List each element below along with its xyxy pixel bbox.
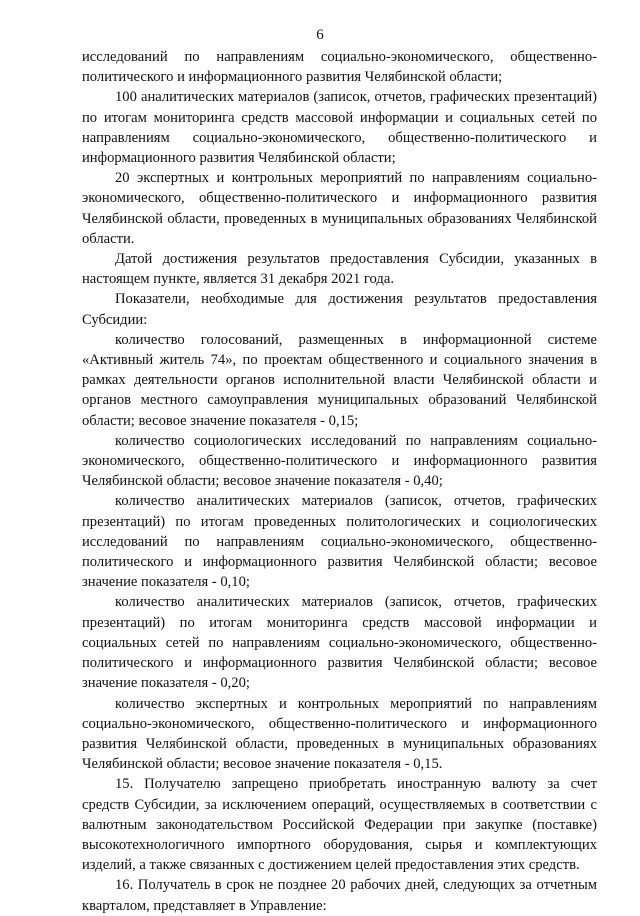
paragraph-indicator-votes: количество голосований, размещенных в информационной системе «Активный житель 74», по проектам общественного и социального значения в рамках деятельности органов исполнительной власти Челябинской области и органов местного самоуправления муниципальных образований Челябинской области; весовое значение показателя - 0,15;: [82, 331, 597, 429]
paragraph-expert-events: 20 экспертных и контрольных мероприятий по направлениям социально-экономического, общественно-политического и информационного развития Челябинской области, проведенных в муниципальных образованиях Челябинской области.: [82, 170, 597, 247]
paragraph-item-15: 15. Получателю запрещено приобретать иностранную валюту за счет средств Субсидии, за исключением операций, осуществляемых в соответствии с валютным законодательством Российской Федерации при закупке (поставке) высокотехнологичного импортного оборудования, сырья и комплектующих изделий, а также связанных с достижением целей предоставления этих средств.: [82, 776, 597, 874]
paragraph-indicator-media-analytics: количество аналитических материалов (записок, отчетов, графических презентаций) по итогам мониторинга средств массовой информации и социальных сетей по направлениям социально-экономического, общественно-политического и информационного развития Челябинской области; весовое значение показателя - 0,20;: [82, 594, 597, 692]
page-number: 6: [316, 27, 324, 43]
paragraph-indicator-sociological: количество социологических исследований по направлениям социально-экономического, общественно-политического и информационного развития Челябинской области; весовое значение показателя - 0,40;: [82, 432, 597, 490]
document-body: [82, 47, 597, 916]
paragraph-result-date: Датой достижения результатов предоставления Субсидии, указанных в настоящем пункте, является 31 декабря 2021 года.: [82, 251, 597, 288]
paragraph-item-16: 16. Получатель в срок не позднее 20 рабочих дней, следующих за отчетным кварталом, представляет в Управление:: [82, 877, 597, 914]
paragraph-indicators-intro: Показатели, необходимые для достижения результатов предоставления Субсидии:: [82, 291, 597, 328]
paragraph-indicator-political-analytics: количество аналитических материалов (записок, отчетов, графических презентаций) по итогам проведенных политологических и социологических исследований по направлениям социально-экономического, общественно-политического и информационного развития Челябинской области; весовое значение показателя - 0,10;: [82, 493, 597, 591]
paragraph-indicator-expert-events: количество экспертных и контрольных мероприятий по направлениям социально-экономического, общественно-политического и информационного развития Челябинской области, проведенных в муниципальных образованиях Челябинской области; весовое значение показателя - 0,15.: [82, 695, 597, 773]
paragraph-analytic-materials: 100 аналитических материалов (записок, отчетов, графических презентаций) по итогам мониторинга средств массовой информации и социальных сетей по направлениям социально-экономического, общественно-политического и информационного развития Челябинской области;: [82, 89, 597, 167]
paragraph-continuation: исследований по направлениям социально-экономического, общественно-политического и информационного развития Челябинской области;: [82, 49, 597, 86]
